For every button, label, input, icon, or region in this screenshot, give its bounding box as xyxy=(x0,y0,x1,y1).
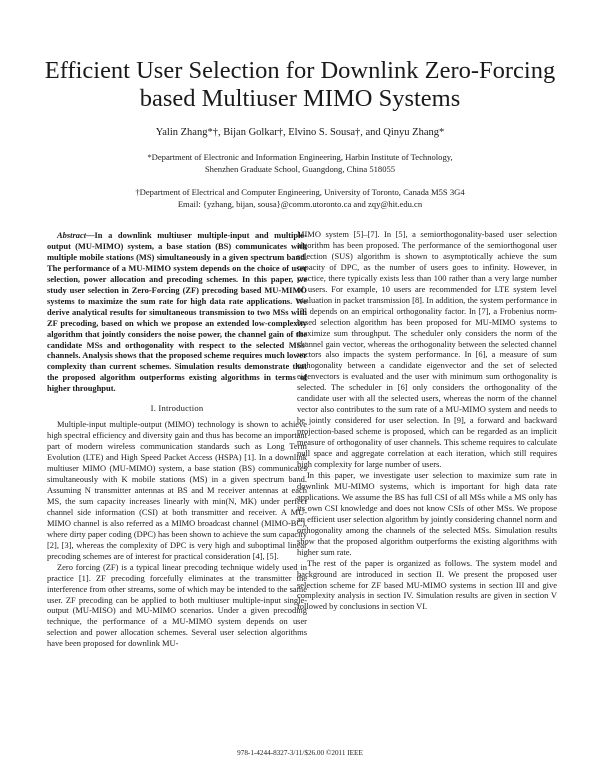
right-column xyxy=(297,229,557,612)
intro-paragraph-3: MIMO system [5]–[7]. In [5], a semiorthogonality-based user selection algorithm has been proposed. The performance of the semiorthogonal user selection (SUS) algorithm is shown to asymptotically achieve the sum capacity of DPC, as the number of users goes to infinity. However, in practice, there typically exists less than 100 rather than a very large number of users. For example, 10 users are recommended for LTE system level evaluation in packet transmission [8]. In addition, the system performance in [5] depends on an empirical orthogonality factor. In [7], a Frobenius norm-based selection algorithm has been proposed for MU-MIMO systems to maximize sum throughput. The scheduler only considers the norm of the channel gain vector, whereas the orthogonality between the selected channel vectors also impacts the system performance. In [6], a measure of sum orthogonality between a candidate eigenvector and the set of selected eigenvectors is evaluated and the user with minimum sum orthogonality is selected. The scheduler in [6] only considers the orthogonality of the candidate user with all the selected users, whereas the norm of the channel vector also contributes to the sum rate of a MU-MIMO system and needs to be jointly considered for user selection. In [9], a forward and backward projection-based scheme is proposed, which can be regarded as an implicit measure of orthogonality of user channels. This scheme requires to calculate null space and aggregate correlation at each iteration, which still requires high complexity for large number of users. xyxy=(297,229,557,470)
affiliation-1 xyxy=(30,152,570,176)
copyright-footer: 978-1-4244-8327-3/11/$26.00 ©2011 IEEE xyxy=(237,749,363,757)
abstract-lead: Abstract xyxy=(57,230,87,240)
left-column xyxy=(47,230,307,649)
paper-title-line-1: Efficient User Selection for Downlink Zero-Forcing xyxy=(44,57,556,84)
affiliation-1-line-2: Shenzhen Graduate School, Guangdong, China 518055 xyxy=(204,163,396,174)
abstract xyxy=(47,230,307,394)
affiliation-1-line-1: *Department of Electronic and Information Engineering, Harbin Institute of Technology, xyxy=(147,152,453,162)
intro-paragraph-1: Multiple-input multiple-output (MIMO) technology is shown to achieve high spectral efficiency and diversity gain and thus has become an important part of modern wireless communication standards such as Long Term Evolution (LTE) and High Speed Packet Access (HSPA) [1]. In a downlink multiuser MIMO (MU-MIMO) system, a base station (BS) communicates simultaneously with K mobile stations (MS) in a given spectrum band. Assuming N transmitter antennas at BS and M receiver antennas at each MS, the sum capacity increases linearly with min(N, MK) under perfect channel side information (CSI) at both transmitter and receiver. A MU-MIMO channel is also referred as a MIMO broadcast channel (MIMO-BC), where dirty paper coding (DPC) has been shown to achieve the sum capacity [2], [3], whereas the complexity of DPC is very high and suboptimal linear precoding schemes are of interest for practical consideration [4], [5]. xyxy=(47,419,307,561)
intro-paragraph-4: In this paper, we investigate user selection to maximize sum rate in downlink MU-MIMO systems, which is important for high data rate applications. We assume the BS has full CSI of all MSs while a MS only has its own CSI knowledge and does not know CSIs of other MSs. We propose an efficient user selection algorithm by jointly considering channel norm and orthogonality among the channels of the selected MSs. Simulation results show that the proposed algorithm outperforms the existing algorithms with higher sum rate. xyxy=(297,469,557,557)
affiliation-2-line-1: †Department of Electrical and Computer Engineering, University of Toronto, Canada M5S 3G4 xyxy=(135,187,465,197)
affiliation-2-email-line: Email: {yzhang, bijan, sousa}@comm.utoronto.ca and zqy@hit.edu.cn xyxy=(177,198,423,209)
section-heading-introduction: I. Introduction xyxy=(150,403,204,414)
abstract-text: —In a downlink multiuser multiple-input and multiple-output (MU-MIMO) system, a base station (BS) communicates with multiple mobile stations (MS) simultaneously in a given spectrum band. The performance of a MU-MIMO system depends on the choice of user selection, power allocation and precoding schemes. In this paper, we study user selection in Zero-Forcing (ZF) precoding based MU-MIMO systems to maximize the sum rate for high data rate applications. We derive analytical results for simultaneous transmission to two MSs with ZF precoding, based on which we propose an extended low-complexity algorithm that jointly considers the noise power, the channel gain of the candidate MSs and orthogonality with respect to the selected MSs' channels. Analysis shows that the proposed scheme requires much lower complexity than current schemes. Simulation results demonstrate that the proposed algorithm outperforms existing algorithms in terms of higher throughput. xyxy=(47,230,307,394)
intro-paragraph-2: Zero forcing (ZF) is a typical linear precoding technique widely used in practice [1]. ZF precoding forcefully eliminates at the transmitter the interference from other streams, some of which may be intended to the same user. ZF precoding can be applied to both multiuser multiple-input single-output (MU-MISO) and MU-MIMO scenarios. Under a given precoding technique, the performance of a MU-MIMO system depends on user selection and power allocation schemes. Several user selection algorithms have been proposed for downlink MU- xyxy=(47,561,307,649)
author-list: Yalin Zhang*†, Bijan Golkar†, Elvino S. Sousa†, and Qinyu Zhang* xyxy=(155,127,445,138)
intro-paragraph-5: The rest of the paper is organized as follows. The system model and background are introduced in section II. We present the proposed user selection scheme for ZF based MU-MIMO systems in section III and give complexity analysis in section IV. Simulation results are given in section V followed by conclusions in section VI. xyxy=(297,557,557,612)
paper-title-line-2: based Multiuser MIMO Systems xyxy=(139,85,461,112)
affiliation-2 xyxy=(30,187,570,211)
